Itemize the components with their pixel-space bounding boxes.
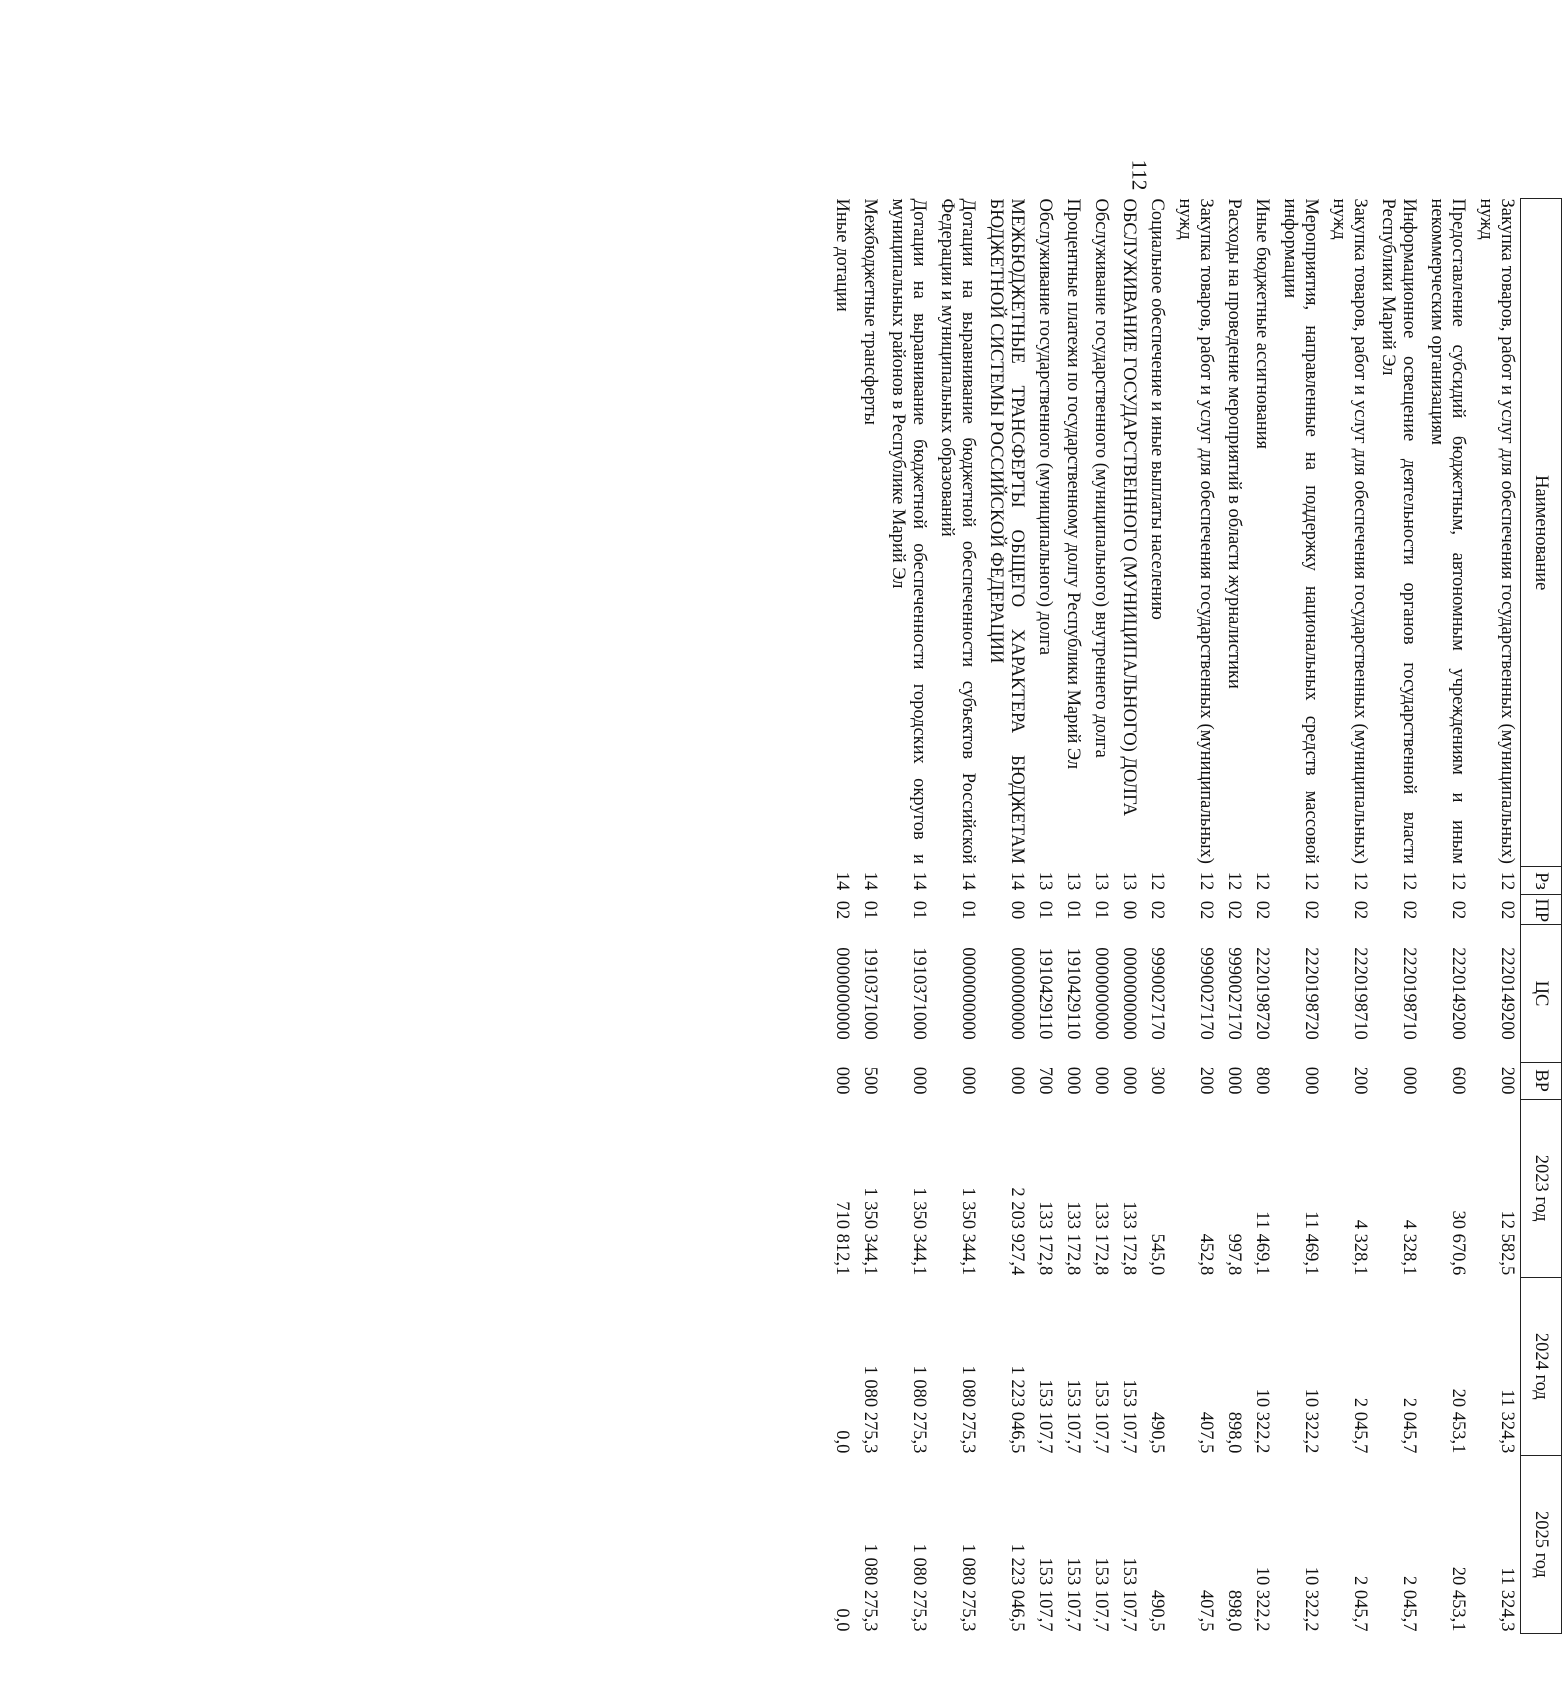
row-vr: 200 (1196, 1066, 1216, 1095)
row-cs: 9990027170 (1224, 947, 1244, 1040)
row-2024: 0,0 (832, 1430, 852, 1454)
row-cs: 9990027170 (1147, 947, 1167, 1040)
row-pr: 02 (1252, 900, 1272, 920)
row-2024: 898,0 (1224, 1411, 1244, 1454)
row-name: Закупка товаров, работ и услуг для обеспечения государственных (муниципальных) нужд (1175, 198, 1216, 864)
header-2025: 2025 год (1521, 1455, 1562, 1633)
row-cs: 1910371000 (860, 947, 880, 1040)
header-pr: ПР (1521, 895, 1562, 925)
row-vr: 000 (909, 1066, 929, 1095)
row-pr: 01 (1091, 900, 1111, 920)
row-rz: 14 (1007, 871, 1027, 891)
row-name: Иные дотации (832, 198, 852, 312)
row-rz: 12 (1224, 871, 1244, 891)
row-rz: 14 (909, 871, 929, 891)
row-name: Мероприятия, направленные на поддержку национальных средств массовой информации (1280, 198, 1321, 864)
table-row (1170, 199, 1219, 1634)
table-header-row (1521, 199, 1562, 1634)
row-cs: 0000000000 (1119, 947, 1139, 1040)
row-pr: 01 (1035, 900, 1055, 920)
row-cs: 2220198710 (1399, 947, 1419, 1040)
row-2023: 133 172,8 (1035, 1201, 1055, 1276)
row-2024: 2 045,7 (1350, 1397, 1370, 1454)
header-rz: Рз (1521, 867, 1562, 895)
row-name: Межбюджетные трансферты (860, 198, 880, 425)
row-2025: 10 322,2 (1301, 1566, 1321, 1632)
budget-table (827, 198, 1562, 1634)
header-2023: 2023 год (1521, 1099, 1562, 1277)
row-2025: 20 453,1 (1448, 1566, 1468, 1632)
row-2024: 1 223 046,5 (1007, 1365, 1027, 1454)
table-row (1086, 199, 1114, 1634)
row-2025: 1 080 275,3 (860, 1543, 880, 1632)
row-2025: 898,0 (1224, 1589, 1244, 1632)
row-2023: 710 812,1 (832, 1201, 852, 1276)
row-2023: 2 203 927,4 (1007, 1187, 1027, 1276)
row-vr: 000 (1119, 1066, 1139, 1095)
table-row (855, 199, 883, 1634)
row-2023: 1 350 344,1 (860, 1187, 880, 1276)
row-name: Социальное обеспечение и иные выплаты населению (1147, 198, 1167, 620)
header-vr: ВР (1521, 1062, 1562, 1099)
budget-table-sheet (562, 198, 1562, 1634)
row-name: Предоставление субсидий бюджетным, автономным учреждениям и иным некоммерческим организациям (1427, 198, 1468, 864)
table-row (1030, 199, 1058, 1634)
row-2024: 2 045,7 (1399, 1397, 1419, 1454)
table-row (981, 199, 1030, 1634)
table-row (1114, 199, 1142, 1634)
row-2023: 11 469,1 (1252, 1211, 1272, 1276)
row-2023: 11 469,1 (1301, 1211, 1321, 1276)
table-row (1247, 199, 1275, 1634)
row-name: Закупка товаров, работ и услуг для обеспечения государственных (муниципальных) нужд (1476, 198, 1517, 864)
row-pr: 02 (1448, 900, 1468, 920)
header-cs: ЦС (1521, 925, 1562, 1062)
table-row (1471, 199, 1521, 1634)
row-vr: 000 (1091, 1066, 1111, 1095)
table-row (1275, 199, 1324, 1634)
row-2025: 153 107,7 (1119, 1557, 1139, 1632)
row-2025: 153 107,7 (1091, 1557, 1111, 1632)
row-rz: 12 (1147, 871, 1167, 891)
row-2025: 1 080 275,3 (909, 1543, 929, 1632)
row-cs: 2220198710 (1350, 947, 1370, 1040)
row-pr: 00 (1119, 900, 1139, 920)
row-2024: 10 322,2 (1301, 1388, 1321, 1454)
row-2025: 10 322,2 (1252, 1566, 1272, 1632)
row-2024: 153 107,7 (1063, 1379, 1083, 1454)
row-pr: 01 (909, 900, 929, 920)
row-name: Дотации на выравнивание бюджетной обеспеченности субъектов Российской Федерации и муниципальных образований (937, 198, 978, 864)
row-2024: 20 453,1 (1448, 1388, 1468, 1454)
table-row (883, 199, 932, 1634)
row-cs: 0000000000 (1091, 947, 1111, 1040)
row-2025: 0,0 (832, 1608, 852, 1632)
row-vr: 000 (832, 1066, 852, 1095)
table-row (1058, 199, 1086, 1634)
row-2024: 1 080 275,3 (860, 1365, 880, 1454)
row-pr: 01 (958, 900, 978, 920)
row-2024: 10 322,2 (1252, 1388, 1272, 1454)
row-pr: 00 (1007, 900, 1027, 920)
row-2023: 12 582,5 (1497, 1210, 1517, 1276)
row-2023: 4 328,1 (1399, 1219, 1419, 1276)
row-vr: 000 (1301, 1066, 1321, 1095)
row-pr: 02 (1224, 900, 1244, 920)
header-name: Наименование (1521, 199, 1562, 867)
row-2025: 2 045,7 (1399, 1576, 1419, 1632)
row-2024: 11 324,3 (1497, 1389, 1517, 1454)
row-2024: 153 107,7 (1119, 1379, 1139, 1454)
row-pr: 02 (1301, 900, 1321, 920)
row-2025: 2 045,7 (1350, 1576, 1370, 1632)
row-rz: 12 (1252, 871, 1272, 891)
row-rz: 12 (1196, 871, 1216, 891)
row-name: Закупка товаров, работ и услуг для обеспечения государственных (муниципальных) нужд (1329, 198, 1370, 864)
row-rz: 14 (860, 871, 880, 891)
row-rz: 12 (1448, 871, 1468, 891)
row-name: Информационное освещение деятельности органов государственной власти Республики Марий Эл (1378, 198, 1419, 864)
row-rz: 12 (1399, 871, 1419, 891)
row-name: Расходы на проведение мероприятий в области журналистики (1224, 198, 1244, 689)
row-2023: 545,0 (1147, 1233, 1167, 1276)
row-2024: 490,5 (1147, 1411, 1167, 1454)
row-cs: 1910429110 (1063, 947, 1083, 1040)
row-pr: 02 (1399, 900, 1419, 920)
row-pr: 02 (1350, 900, 1370, 920)
row-vr: 000 (1007, 1066, 1027, 1095)
row-name: Дотации на выравнивание бюджетной обеспеченности городских округов и муниципальных районов в Республике Марий Эл (888, 198, 929, 864)
row-2023: 133 172,8 (1119, 1201, 1139, 1276)
header-2024: 2024 год (1521, 1277, 1562, 1455)
row-rz: 14 (832, 871, 852, 891)
row-name: Процентные платежи по государственному долгу Республики Марий Эл (1063, 198, 1083, 770)
row-pr: 01 (1063, 900, 1083, 920)
row-cs: 1910371000 (909, 947, 929, 1040)
row-2024: 1 080 275,3 (958, 1365, 978, 1454)
row-pr: 01 (860, 900, 880, 920)
row-rz: 12 (1497, 871, 1517, 891)
row-cs: 2220149200 (1497, 947, 1517, 1040)
row-name: Обслуживание государственного (муниципального) внутреннего долга (1091, 198, 1111, 758)
row-vr: 500 (860, 1066, 880, 1095)
row-name: Иные бюджетные ассигнования (1252, 198, 1272, 450)
row-vr: 300 (1147, 1066, 1167, 1095)
row-vr: 700 (1035, 1066, 1055, 1095)
row-2024: 153 107,7 (1035, 1379, 1055, 1454)
table-row (932, 199, 981, 1634)
row-2023: 30 670,6 (1448, 1210, 1468, 1276)
table-row (1324, 199, 1373, 1634)
row-cs: 0000000000 (958, 947, 978, 1040)
row-vr: 200 (1350, 1066, 1370, 1095)
row-2023: 452,8 (1196, 1233, 1216, 1276)
row-name: МЕЖБЮДЖЕТНЫЕ ТРАНСФЕРТЫ ОБЩЕГО ХАРАКТЕРА БЮДЖЕТАМ БЮДЖЕТНОЙ СИСТЕМЫ РОССИЙСКОЙ ФЕДЕРАЦИИ (986, 198, 1027, 864)
row-rz: 13 (1091, 871, 1111, 891)
row-cs: 0000000000 (832, 947, 852, 1040)
row-rz: 12 (1301, 871, 1321, 891)
row-2023: 1 350 344,1 (958, 1187, 978, 1276)
row-pr: 02 (832, 900, 852, 920)
row-2025: 153 107,7 (1035, 1557, 1055, 1632)
row-vr: 000 (1399, 1066, 1419, 1095)
row-2023: 997,8 (1224, 1233, 1244, 1276)
row-rz: 14 (958, 871, 978, 891)
row-2024: 153 107,7 (1091, 1379, 1111, 1454)
row-rz: 13 (1063, 871, 1083, 891)
row-2023: 133 172,8 (1091, 1201, 1111, 1276)
row-vr: 000 (1063, 1066, 1083, 1095)
table-row (827, 199, 855, 1634)
row-vr: 200 (1497, 1066, 1517, 1095)
row-2024: 407,5 (1196, 1411, 1216, 1454)
row-pr: 02 (1196, 900, 1216, 920)
row-cs: 2220149200 (1448, 947, 1468, 1040)
row-rz: 13 (1035, 871, 1055, 891)
row-2025: 11 324,3 (1497, 1567, 1517, 1632)
row-name: ОБСЛУЖИВАНИЕ ГОСУДАРСТВЕННОГО (МУНИЦИПАЛЬНОГО) ДОЛГА (1119, 198, 1139, 817)
row-2025: 407,5 (1196, 1589, 1216, 1632)
row-2023: 4 328,1 (1350, 1219, 1370, 1276)
row-vr: 000 (958, 1066, 978, 1095)
row-2024: 1 080 275,3 (909, 1365, 929, 1454)
row-cs: 1910429110 (1035, 947, 1055, 1040)
row-cs: 9990027170 (1196, 947, 1216, 1040)
row-cs: 0000000000 (1007, 947, 1027, 1040)
row-pr: 02 (1497, 900, 1517, 920)
row-cs: 2220198720 (1252, 947, 1272, 1040)
row-rz: 12 (1350, 871, 1370, 891)
table-row (1219, 199, 1247, 1634)
table-row (1373, 199, 1422, 1634)
row-2023: 1 350 344,1 (909, 1187, 929, 1276)
table-row (1422, 199, 1471, 1634)
row-2025: 1 080 275,3 (958, 1543, 978, 1632)
row-name: Обслуживание государственного (муниципального) долга (1035, 198, 1055, 656)
row-pr: 02 (1147, 900, 1167, 920)
row-rz: 13 (1119, 871, 1139, 891)
row-2023: 133 172,8 (1063, 1201, 1083, 1276)
page-number: 112 (1127, 159, 1152, 191)
row-2025: 1 223 046,5 (1007, 1543, 1027, 1632)
table-row (1142, 199, 1170, 1634)
row-2025: 153 107,7 (1063, 1557, 1083, 1632)
row-vr: 000 (1224, 1066, 1244, 1095)
row-2025: 490,5 (1147, 1589, 1167, 1632)
row-vr: 800 (1252, 1066, 1272, 1095)
row-vr: 600 (1448, 1066, 1468, 1095)
row-cs: 2220198720 (1301, 947, 1321, 1040)
